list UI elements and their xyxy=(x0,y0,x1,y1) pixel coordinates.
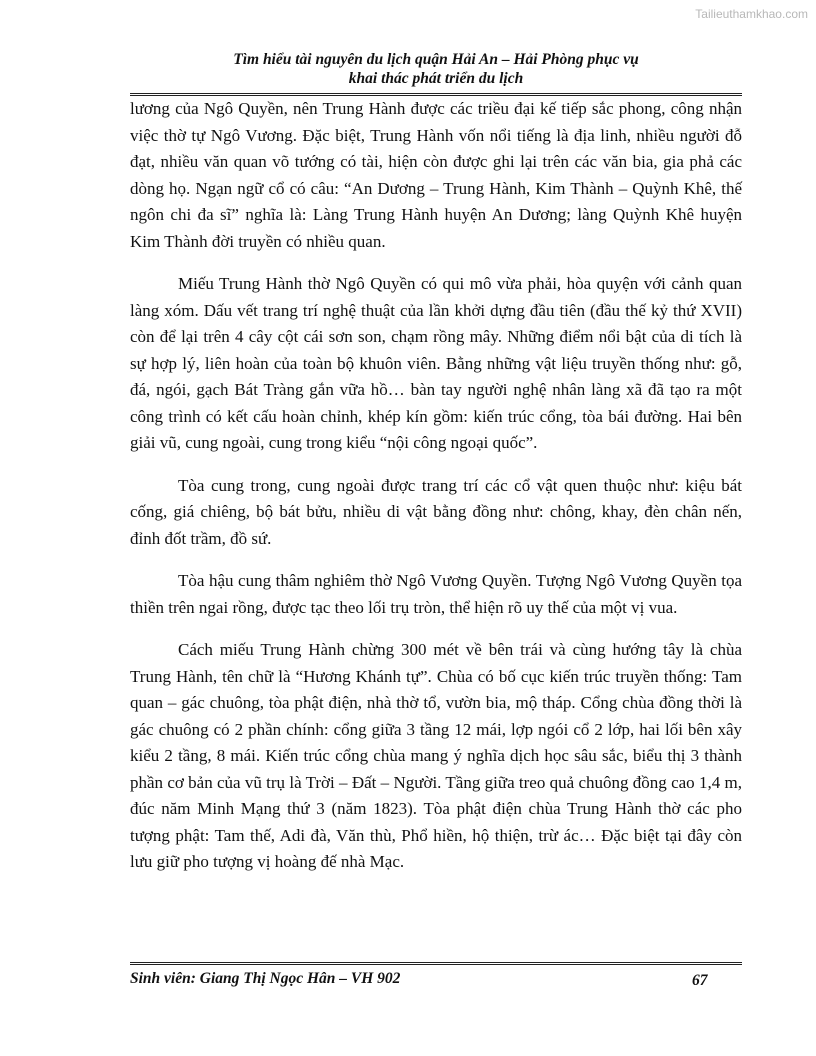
paragraph-5: Cách miếu Trung Hành chừng 300 mét về bên trái và cùng hướng tây là chùa Trung Hành, tên chữ là “Hương Khánh tự”. Chùa có bố cục kiến trúc truyền thống: Tam quan – gác chuông, tòa phật điện, nhà thờ tổ, vườn bia, mộ tháp. Cổng chùa đồng thời là gác chuông có 2 phần chính: cổng giữa 3 tầng 12 mái, lợp ngói cổ 2 lớp, hai lối bên xây kiểu 2 tầng, 8 mái. Kiến trúc cổng chùa mang ý nghĩa dịch học sâu sắc, biểu thị 3 thành phần cơ bản của vũ trụ là Trời – Đất – Người. Tầng giữa treo quả chuông đồng cao 1,4 m, đúc năm Minh Mạng thứ 3 (năm 1823). Tòa phật điện chùa Trung Hành thờ các pho tượng phật: Tam thế, Adi đà, Văn thù, Phổ hiền, hộ thiện, trừ ác… Đặc biệt tại đây còn lưu giữ pho tượng vị hoàng đế nhà Mạc. xyxy=(130,640,742,871)
footer-author: Sinh viên: Giang Thị Ngọc Hân – VH 902 xyxy=(130,970,401,987)
footer-divider xyxy=(130,962,742,965)
header-title-line-2: khai thác phát triển du lịch xyxy=(348,70,524,87)
paragraph-3: Tòa cung trong, cung ngoài được trang trí các cổ vật quen thuộc như: kiệu bát cống, giá chiêng, bộ bát bửu, nhiều di vật bằng đồng như: chông, khay, đèn chân nến, đỉnh đốt trầm, đồ sứ. xyxy=(130,475,742,548)
paragraph-4: Tòa hậu cung thâm nghiêm thờ Ngô Vương Quyền. Tượng Ngô Vương Quyền tọa thiền trên ngai rồng, được tạc theo lối trụ tròn, thể hiện rõ uy thế của một vị vua. xyxy=(130,571,742,617)
page-header xyxy=(130,50,742,88)
header-title-line-1: Tìm hiểu tài nguyên du lịch quận Hải An – Hải Phòng phục vụ xyxy=(233,51,639,68)
page-number: 67 xyxy=(692,972,708,989)
paragraph-1: lương của Ngô Quyền, nên Trung Hành được các triều đại kế tiếp sắc phong, công nhận việc thờ tự Ngô Vương. Đặc biệt, Trung Hành vốn nổi tiếng là địa linh, nhiều người đỗ đạt, nhiều văn quan võ tướng có tài, hiện còn được ghi lại trên các văn bia, gia phả các dòng họ. Ngạn ngữ cổ có câu: “An Dương – Trung Hành, Kim Thành – Quỳnh Khê, thế ngôn chi đa sĩ” nghĩa là: Làng Trung Hành huyện An Dương; làng Quỳnh Khê huyện Kim Thành đời truyền có nhiều quan. xyxy=(130,99,742,251)
watermark: Tailieuthamkhao.com xyxy=(695,7,808,21)
document-body xyxy=(130,96,742,892)
paragraph-2: Miếu Trung Hành thờ Ngô Quyền có qui mô vừa phải, hòa quyện với cảnh quan làng xóm. Dấu vết trang trí nghệ thuật của lần khởi dựng đầu tiên (đầu thế kỷ thứ XVII) còn để lại trên 4 cây cột cái sơn son, chạm rồng mây. Những điểm nổi bật của di tích là sự hợp lý, liên hoàn của toàn bộ khuôn viên. Bằng những vật liệu truyền thống như: gỗ, đá, ngói, gạch Bát Tràng gắn vữa hồ… bàn tay người nghệ nhân làng xã đã tạo ra một công trình có kết cấu hoàn chỉnh, khép kín gồm: kiến trúc cổng, tòa bái đường. Hai bên giải vũ, cung ngoài, cung trong kiểu “nội công ngoại quốc”. xyxy=(130,274,742,452)
